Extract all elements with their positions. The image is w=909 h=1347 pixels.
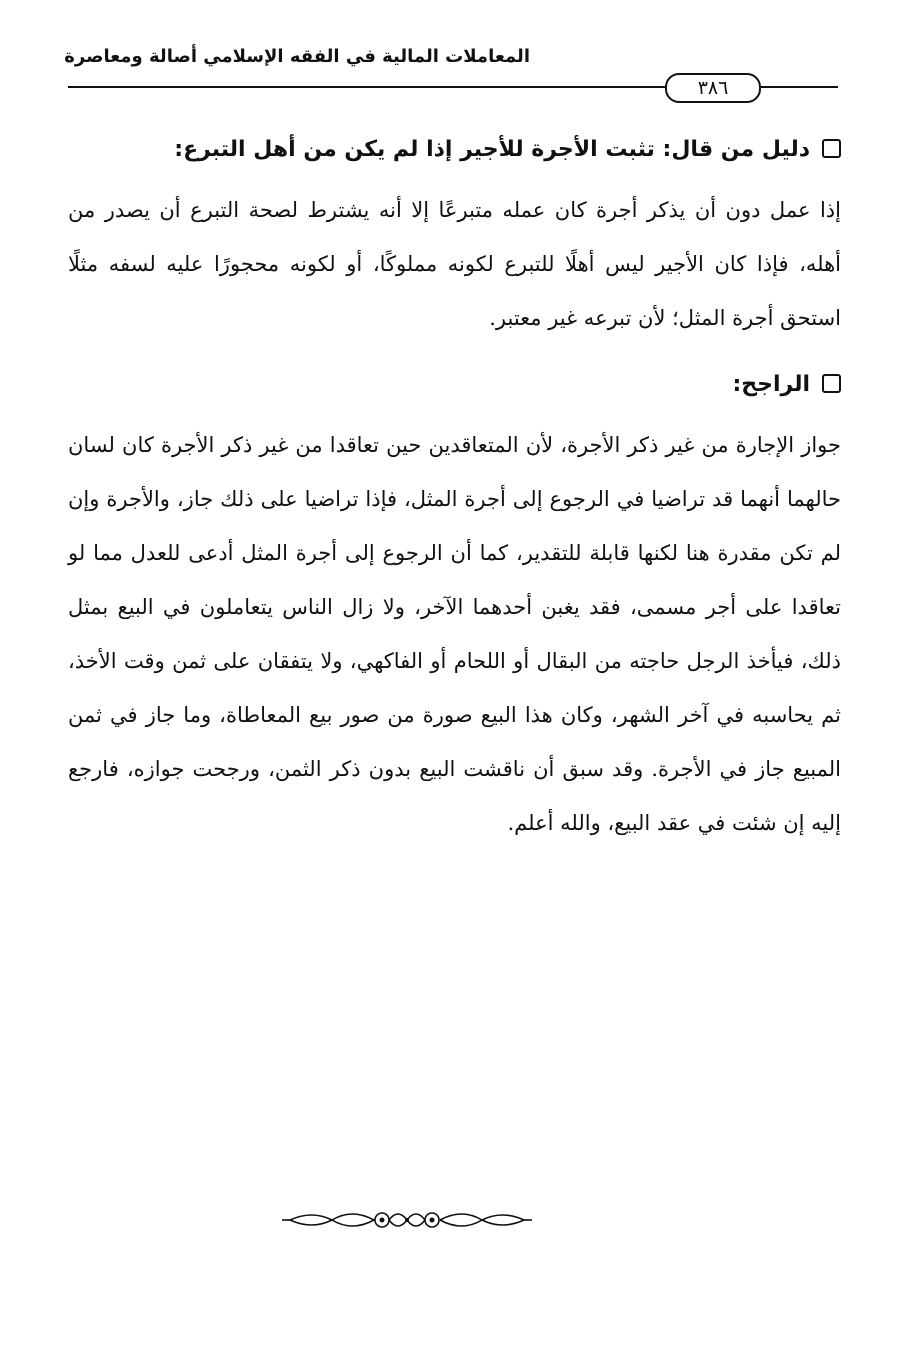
- section-heading-evidence-text: دليل من قال: تثبت الأجرة للأجير إذا لم يكن من أهل التبرع:: [174, 137, 810, 162]
- checkbox-square-icon: [822, 374, 841, 393]
- section-heading-preferred-text: الراجح:: [732, 372, 810, 397]
- section-heading-preferred: [68, 365, 841, 405]
- checkbox-square-icon: [822, 139, 841, 158]
- running-header-title: المعاملات المالية في الفقه الإسلامي أصالة ومعاصرة: [64, 46, 530, 67]
- paragraph-preferred: جواز الإجارة من غير ذكر الأجرة، لأن المتعاقدين حين تعاقدا من غير ذكر الأجرة كان لسان حالهما أنهما قد تراضيا في الرجوع إلى أجرة المثل، فإذا تراضيا على ذلك جاز، والأجرة وإن لم تكن مقدرة هنا لكنها قابلة للتقدير، كما أن الرجوع إلى أجرة المثل أدعى للعدل مما لو تعاقدا على أجر مسمى، فقد يغبن أحدهما الآخر، ولا زال الناس يتعاملون في البيع بمثل ذلك، فيأخذ الرجل حاجته من البقال أو اللحام أو الفاكهي، ولا يتفقان على ثمن وقت الأخذ، ثم يحاسبه في آخر الشهر، وكان هذا البيع صورة من صور بيع المعاطاة، وما جاز في ثمن المبيع جاز في الأجرة. وقد سبق أن ناقشت البيع بدون ذكر الثمن، ورجحت جوازه، فارجع إليه إن شئت في عقد البيع، والله أعلم.: [68, 433, 841, 835]
- section-heading-evidence: [68, 130, 841, 170]
- page-number: ٣٨٦: [665, 73, 761, 103]
- ornamental-divider-icon: [282, 1204, 532, 1236]
- paragraph-evidence: إذا عمل دون أن يذكر أجرة كان عمله متبرعًا إلا أنه يشترط لصحة التبرع أن يصدر من أهله، فإذا كان الأجير ليس أهلًا للتبرع لكونه مملوكًا، أو لكونه محجورًا عليه لسفه مثلًا استحق أجرة المثل؛ لأن تبرعه غير معتبر.: [68, 198, 841, 330]
